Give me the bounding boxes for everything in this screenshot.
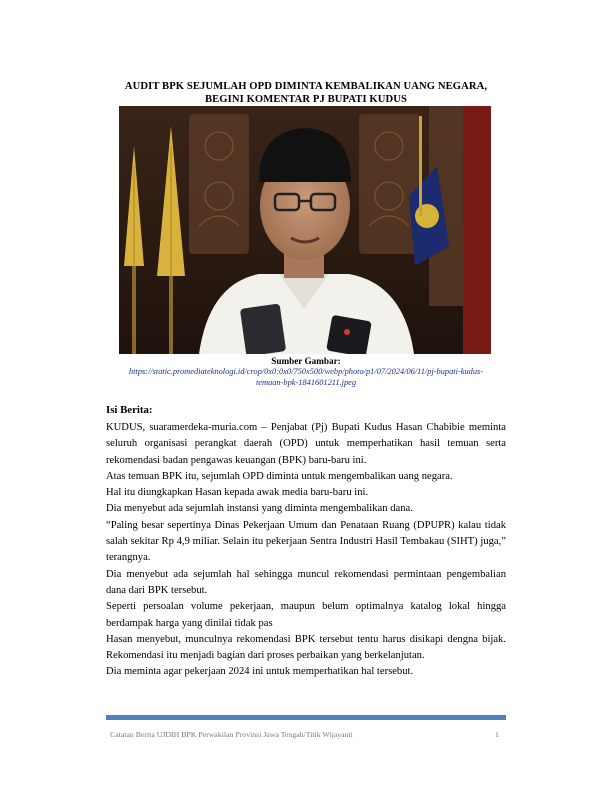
article-title [100, 81, 512, 106]
photo-source-url-line-2[interactable]: temuan-bpk-1841601211.jpeg [255, 378, 357, 387]
article-paragraph: Hal itu diungkapkan Hasan kepada awak media baru-baru ini. [106, 487, 369, 499]
photo-source-url-line-1[interactable]: https://static.promediateknologi.id/crop/0x0:0x0/750x500/webp/photo/p1/07/2024/06/11/pj-bupati-kudus- [128, 367, 484, 376]
footer-text: Catatan Berita UJDIH BPK Perwakilan Provinsi Jawa Tengah/Titik Wijayanti [110, 730, 353, 739]
article-body [106, 420, 506, 681]
photo-source-url[interactable] [100, 366, 512, 388]
article-paragraph: “Paling besar sepertinya Dinas Pekerjaan Umum dan Penataan Ruang (DPUPR) kalau tidak salah sekitar Rp 4,9 miliar. Selain itu pekerjaan Sentra Industri Hasil Tembakau (SIHT) juga,” terangnya. [106, 519, 506, 564]
article-paragraph: Dia menyebut ada sejumlah instansi yang diminta mengembalikan dana. [106, 503, 413, 515]
article-title-line-1: AUDIT BPK SEJUMLAH OPD DIMINTA KEMBALIKAN UANG NEGARA, [124, 81, 488, 92]
photo-source-label: Sumber Gambar: [271, 356, 341, 366]
news-photo-illustration [119, 106, 491, 354]
page-number: 1 [495, 730, 499, 739]
article-paragraph: Seperti persoalan volume pekerjaan, maupun belum optimalnya katalog lokal hingga berdampak harga yang dinilai tidak pas [106, 601, 506, 629]
article-paragraph: Hasan menyebut, munculnya rekomendasi BPK tersebut tentu harus disikapi dengna bijak. Rekomendasi itu menjadi bagian dari proses perbaikan yang berkelanjutan. [106, 633, 506, 662]
article-paragraph: KUDUS, suaramerdeka-muria.com – Penjabat (Pj) Bupati Kudus Hasan Chabibie meminta seluruh organisasi perangkat daerah (OPD) untuk memperhatikan hasil temuan serta rekomendasi badan pengawas keuangan (BPK) baru-baru ini. [106, 422, 506, 466]
news-photo [119, 106, 491, 354]
article-paragraph: Atas temuan BPK itu, sejumlah OPD diminta untuk mengembalikan uang negara. [106, 470, 453, 482]
article-paragraph: Dia menyebut ada sejumlah hal sehingga muncul rekomendasi permintaan pengembalian dana dari BPK tersebut. [106, 568, 506, 596]
article-title-line-2: BEGINI KOMENTAR PJ BUPATI KUDUS [204, 93, 408, 105]
section-label: Isi Berita: [106, 404, 153, 416]
article-paragraph: Dia meminta agar pekerjaan 2024 ini untuk memperhatikan hal tersebut. [106, 666, 414, 678]
footer-rule [106, 715, 506, 720]
